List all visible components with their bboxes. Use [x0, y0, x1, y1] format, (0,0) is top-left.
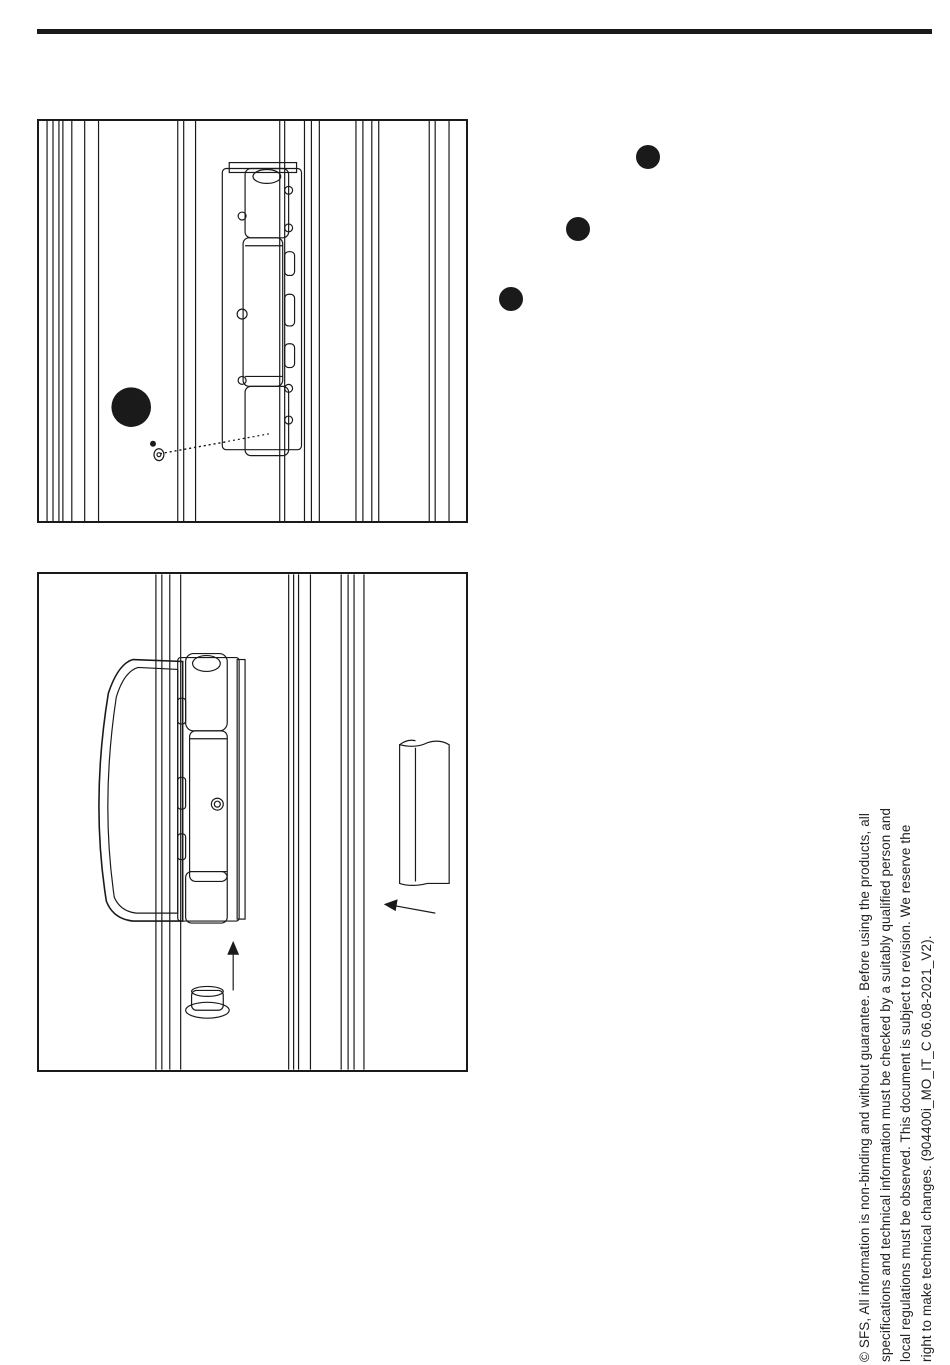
- list-bullet-1: [636, 145, 660, 169]
- figure-hinge-cap-fixing: [37, 119, 468, 523]
- figure-hinge-cover-fitting: [37, 572, 468, 1072]
- hinge-cover-illustration-icon: [39, 574, 466, 1070]
- legal-disclaimer: © SFS, All information is non-binding and without guarantee. Before using the products, all specifications and technical information must be checked by a suitably qualified person and local regulations must be observed. This document is subject to revision. We reserve the right to make technical changes. (904400i_MO_IT_C 06.08-2021_V2).: [857, 807, 934, 1362]
- list-bullet-2: [566, 217, 590, 241]
- header-rule: [37, 29, 932, 34]
- list-bullet-3: [499, 287, 523, 311]
- hinge-illustration-icon: [39, 121, 466, 521]
